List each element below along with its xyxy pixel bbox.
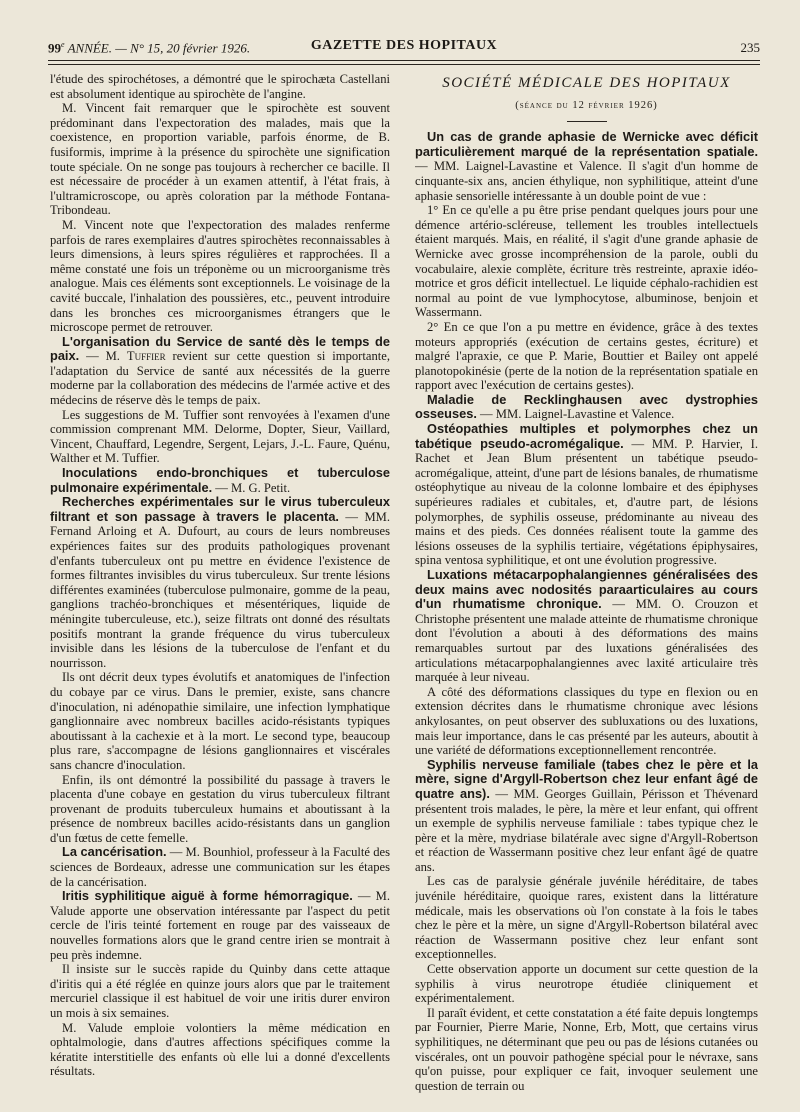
paragraph: Ils ont décrit deux types évolutifs et anatomiques de l'infection du cobaye par ce virus. Dans le premier, existe, sans chancre d'inoculation, ni adénopathie similaire, une infection lymphatique ganglionnaire avec nombreux bacilles acido-résistants typiques aboutissant à la cachexie et à la mort. Le second type, beaucoup plus rare, s'accompagne de lésions ganglionnaires et viscérales sans chancre d'inoculation. — [50, 670, 390, 772]
society-title: SOCIÉTÉ MÉDICALE DES HOPITAUX — [442, 75, 731, 91]
journal-title: GAZETTE DES HOPITAUX — [310, 38, 498, 53]
paragraph: M. Vincent fait remarquer que le spirochète est souvent prédominant dans l'expectoration des malades, mais que la coexistence, en proportion variable, parfois énorme, de B. fusiformis, imprime à la présence du spirochète une signification toute spéciale. On ne songe pas toujours à rechercher ce bacille. Il est nécessaire de procéder à un examen attentif, à l'état frais, à l'ultramicroscope, ou après coloration par la méthode Fontana-Tribondeau. — [50, 101, 390, 218]
entry-virus-filtrant: Recherches expérimentales sur le virus tuberculeux filtrant et son passage à travers le placenta. — MM. Fernand Arloing et A. Dufourt, au cours de leurs nombreuses expériences faites sur des produits pathologiques provenant d'enfants tuberculeux ont pu mettre en évidence l'existence de formes filtrantes invisibles du virus tuberculeux. Sur trente lésions différentes examinées (tuberculose pulmonaire, gomme de la peau, ganglions trachéo-bronchiques et mésentériques, liquide de méningite tuberculeuse, etc.), seize filtrats ont donné des résultats positifs montrant la grande fréquence du virus tuberculeux invisible dans les lésions de la tuberculose de l'enfant et du nourrisson. — [50, 494, 390, 670]
page-number: 235 — [740, 40, 760, 55]
entry-title: Iritis syphilitique aiguë à forme hémorragique. — [62, 888, 353, 904]
entry-title: Syphilis nerveuse familiale (tabes chez le père et la mère, signe d'Argyll-Robertson chez leur enfant âgé de quatre ans). — [415, 756, 758, 801]
entry-sante: L'organisation du Service de santé dès le temps de paix. — M. Tuffier revient sur cette question si importante, l'adaptation du Service de santé aux nécessités de la guerre moderne par la collaboration des médecins de l'armée active et des médecins de réserve dès le temps de paix. — [50, 333, 390, 408]
running-header — [48, 36, 760, 58]
entry-title: Maladie de Recklinghausen avec dystrophies osseuses. — [415, 391, 758, 422]
paragraph: Il paraît évident, et cette constatation a été faite depuis longtemps par Fournier, Pierre Marie, Nonne, Erb, Mott, que certains virus syphilitiques, ne déterminant que peu ou pas de lésions cutanées ou viscérales, ont un pouvoir pathogène spécial pour le névraxe, sans qu'on puisse, pour expliquer ce fait, invoquer seulement une question de terrain ou — [415, 1005, 758, 1093]
paragraph: Il insiste sur le succès rapide du Quinby dans cette attaque d'iritis qui a été réglée en quinze jours alors que par le traitement mercuriel classique il est habituel de voir une iritis durer environ un mois à six semaines. — [50, 962, 390, 1020]
paragraph: Enfin, ils ont démontré la possibilité du passage à travers le placenta d'une cobaye en gestation du virus tuberculeux filtrant provenant de produits tuberculeux humains et aboutissant à la présence de nombreux bacilles acido-résistants dans un ganglion d'un fœtus de cette femelle. — [50, 772, 390, 845]
entry-luxations: Luxations métacarpophalangiennes généralisées des deux mains avec nodosités paraarticulaires au cours d'un rhumatisme chronique. — MM. O. Crouzon et Christophe présentent une malade atteinte de rhumatisme chronique dont l'évolution a abouti à des déformations des mains remarquables surtout par des luxations généralisées des articulations métacarpophalangiennes avec laxité articulaire très marquée à leur niveau. — [415, 567, 758, 685]
section-rule — [567, 121, 607, 122]
paragraph: M. Valude emploie volontiers la même médication en ophtalmologie, dans d'autres affections spécifiques comme la kératite interstitielle des enfants où elle lui a donné d'excellents résultats. — [50, 1020, 390, 1079]
left-column — [50, 72, 390, 1107]
header-rule-thin — [48, 64, 760, 65]
header-issue: 99e ANNÉE. — N° 15, 20 février 1926. — [48, 40, 251, 56]
entry-title: Un cas de grande aphasie de Wernicke avec déficit particulièrement marqué de la représentation spatiale. — [415, 129, 758, 159]
paragraph: Cette observation apporte un document sur cette question de la syphilis à virus neurotrope étudiée cliniquement et expérimentalement. — [415, 962, 758, 1006]
entry-recklinghausen: Maladie de Recklinghausen avec dystrophies osseuses. — MM. Laignel-Lavastine et Valence. — [415, 391, 758, 422]
paragraph: 2° En ce que l'on a pu mettre en évidence, grâce à des textes moteurs appropriés (exécution de certains gestes, écriture) et malgré l'apraxie, ce que P. Marie, Bouttier et Bailey ont appelé planotopokinésie (perte de la notion de la représentation spatiale en rapport avec l'exécution de certains gestes). — [415, 319, 758, 393]
paragraph: A côté des déformations classiques du type en flexion ou en extension décrites dans le rhumatisme chronique avec lésions ankylosantes, on peut observer des subluxations ou des luxations, mais leur importance, dans le cas présenté par les auteurs, aboutit à une variété de déformations exceptionnellement rencontrée. — [415, 684, 758, 758]
entry-cancerisation: La cancérisation. — M. Bounhiol, professeur à la Faculté des sciences de Bordeaux, adresse une communication sur les étapes de la cancérisation. — [50, 844, 390, 889]
paragraph: Les suggestions de M. Tuffier sont renvoyées à l'examen d'une commission comprenant MM. Delorme, Dopter, Sieur, Vaillard, Vincent, Chauffard, Legendre, Sergent, Lejars, J.-L. Faure, Quénu, Walther et M. Tuffier. — [50, 407, 390, 466]
entry-iritis: Iritis syphilitique aiguë à forme hémorragique. — M. Valude apporte une observation intéressante par l'aspect du petit cercle de l'iris teinté fortement en rouge par des vaisseaux de nouvelles formations alors que le grand centre irien se montrait à peu près indemne. — [50, 888, 390, 962]
entry-title: Inoculations endo-bronchiques et tuberculose pulmonaire expérimentale. — [50, 465, 390, 495]
paragraph: M. Vincent note que l'expectoration des malades renferme parfois de rares exemplaires d'autres spirochètes reconnaissables à leurs dimensions, à leurs spires régulières et rapprochées. Il a même constaté une fois un tréponème ou un microorganisme très analogue. Mais ces éléments sont exceptionnels. Le voisinage de la cavité buccale, l'inhalation des poussières, etc., peuvent introduire dans les bronches ces microorganismes étrangers que le microscope permet de retrouver. — [50, 217, 390, 335]
entry-syphilis-familiale: Syphilis nerveuse familiale (tabes chez le père et la mère, signe d'Argyll-Robertson chez leur enfant âgé de quatre ans). — MM. Georges Guillain, Périsson et Thévenard présentent trois malades, le père, la mère et leur enfant, qui offrent un exemple de syphilis nerveuse familiale : tabes typique chez le père et la mère, mydriase bilatérale avec signe d'Argyll-Robertson et réaction de Wassermann positive chez leur enfant âgé de quatre ans. — [415, 756, 758, 874]
entry-aphasie: Un cas de grande aphasie de Wernicke avec déficit particulièrement marqué de la représentation spatiale. — MM. Laignel-Lavastine et Valence. Il s'agit d'un homme de cinquante-six ans, ancien éthylique, non syphilitique, atteint d'une aphasie sensorielle intéressante à un double point de vue : — [415, 129, 758, 203]
header-rule — [48, 60, 760, 61]
entry-osteopathies: Ostéopathies multiples et polymorphes chez un tabétique pseudo-acromégalique. — MM. P. Harvier, I. Rachet et Jean Blum présentent un tabétique pseudo-acromégalique, atteint, d'une part de lésions banales, de rhumatisme ostéophytique au niveau de la colonne lombaire et des épiphyses supérieures radiales et cubitales, et, d'autre part, de lésions polymorphes, de syphilis osseuse, prédominante au niveau des mains et des pieds. Ces données réalisent toute la gamme des lésions osseuses de la syphilis tertiaire, végétations épiphysaires, spina ventosa syphilitique, et ont une évolution progressive. — [415, 421, 758, 568]
paragraph: l'étude des spirochétoses, a démontré que le spirochæta Castellani est absolument identique au spirochète de l'angine. — [50, 72, 390, 101]
session-date: (séance du 12 février 1926) — [515, 99, 658, 111]
entry-inoculations: Inoculations endo-bronchiques et tuberculose pulmonaire expérimentale. — M. G. Petit. — [50, 465, 390, 495]
entry-title: Luxations métacarpophalangiennes généralisées des deux mains avec nodosités paraarticulaires au cours d'un rhumatisme chronique. — [415, 567, 758, 612]
entry-title: L'organisation du Service de santé dès le temps de paix. — [50, 333, 390, 364]
paragraph: Les cas de paralysie générale juvénile héréditaire, de tabes juvénile héréditaire, quoique rares, existent dans la littérature médicale, mais les observations où l'on constate à la fois le tabes chez le père et la mère, un signe d'Argyll-Robertson bilatéral avec réaction de Wassermann positive chez leur enfant sont exceptionnelles. — [415, 874, 758, 962]
paragraph: 1° En ce qu'elle a pu être prise pendant quelques jours pour une démence artério-scléreuse, tellement les troubles intellectuels étaient marqués. Mais, en réalité, il s'agit d'une grande aphasie de Wernicke avec grosse incompréhension de la parole, oubli du vocabulaire, alexie complète, écriture très restreinte, apraxie idéo-motrice et gros déficit intellectuel. Le liquide céphalo-rachidien est normal au point de vue lymphocytose, albuminose, benjoin et Wassermann. — [415, 203, 758, 320]
right-column — [415, 72, 758, 1107]
entry-title: Ostéopathies multiples et polymorphes chez un tabétique pseudo-acromégalique. — [415, 421, 758, 451]
entry-title: La cancérisation. — [62, 844, 167, 860]
entry-title: Recherches expérimentales sur le virus tuberculeux filtrant et son passage à travers le placenta. — [50, 494, 390, 524]
